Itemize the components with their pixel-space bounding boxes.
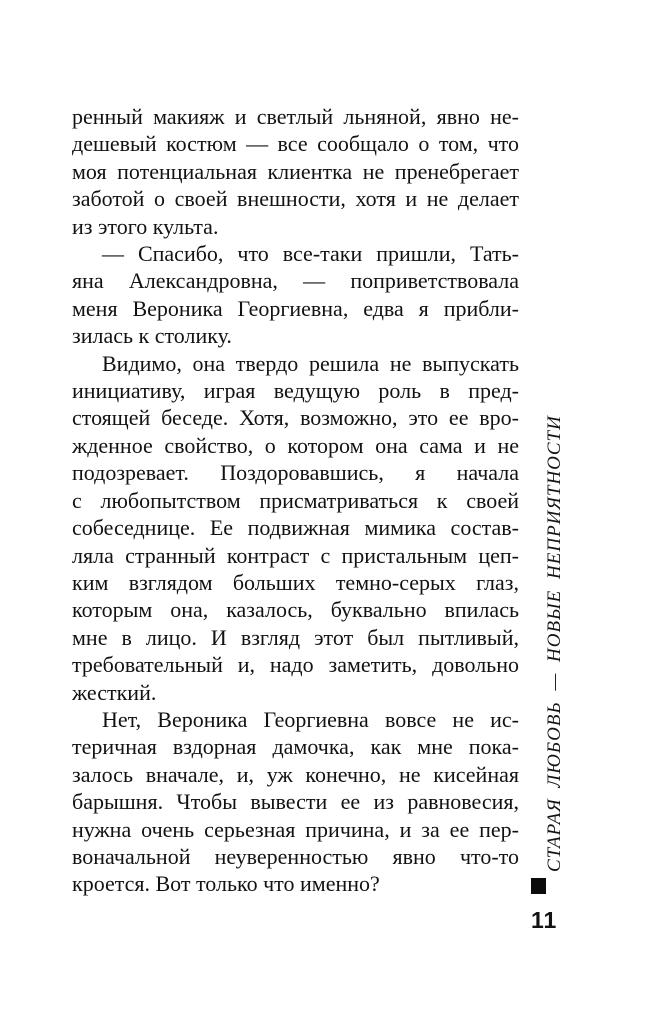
text-line: жденное свойство, о котором она сама и не xyxy=(72,432,519,458)
text-line: мне в лицо. И взгляд этот был пытливый, xyxy=(72,624,519,650)
page-body-text xyxy=(72,103,519,898)
text-line: зилась к столику. xyxy=(72,323,232,349)
text-line: кроется. Вот только что именно? xyxy=(72,871,380,897)
text-line: залось вначале, и, уж конечно, не кисейная xyxy=(72,761,519,787)
text-line: Видимо, она твердо решила не выпускать xyxy=(102,350,519,376)
text-line: яна Александровна, — поприветствовала xyxy=(72,268,519,294)
text-line: жесткий. xyxy=(72,679,157,705)
text-line: собеседнице. Ее подвижная мимика состав- xyxy=(72,515,519,541)
text-line: ким взглядом больших темно-серых глаз, xyxy=(72,569,519,595)
text-line: теричная вздорная дамочка, как мне пока- xyxy=(72,734,519,760)
text-line: ренный макияж и светлый льняной, явно не- xyxy=(72,104,519,129)
running-title-vertical: СТАРАЯ ЛЮБОВЬ — НОВЫЕ НЕПРИЯТНОСТИ xyxy=(544,415,565,872)
text-line: стоящей беседе. Хотя, возможно, это ее вро- xyxy=(72,405,519,431)
text-line: с любопытством присматриваться к своей xyxy=(72,487,519,513)
text-line: меня Вероника Георгиевна, едва я прибли- xyxy=(72,295,519,321)
text-line: заботой о своей внешности, хотя и не делает xyxy=(72,186,519,212)
text-line: которым она, казалось, буквально впилась xyxy=(72,597,519,623)
text-line: ляла странный контраст с пристальным цеп- xyxy=(72,542,519,568)
text-line: из этого культа. xyxy=(72,213,219,239)
text-line: нужна очень серьезная причина, и за ее пер- xyxy=(72,816,519,842)
text-line: воначальной неуверенностью явно что-то xyxy=(72,843,519,869)
text-line: дешевый костюм — все сообщало о том, что xyxy=(72,131,519,157)
paragraph xyxy=(72,706,519,898)
page-number: 11 xyxy=(531,907,558,933)
text-line: Нет, Вероника Георгиевна вовсе не ис- xyxy=(102,706,519,732)
text-line: требовательный и, надо заметить, довольно xyxy=(72,652,519,678)
section-marker-square xyxy=(531,878,546,894)
paragraph xyxy=(72,103,519,240)
text-line: подозревает. Поздоровавшись, я начала xyxy=(72,460,519,486)
text-line: барышня. Чтобы вывести ее из равновесия, xyxy=(72,789,519,815)
text-line: моя потенциальная клиентка не пренебрегает xyxy=(72,158,519,184)
text-line: — Спасибо, что все-таки пришли, Тать- xyxy=(102,241,519,267)
paragraph xyxy=(72,350,519,706)
paragraph xyxy=(72,240,519,350)
text-line: инициативу, играя ведущую роль в пред- xyxy=(72,378,519,404)
